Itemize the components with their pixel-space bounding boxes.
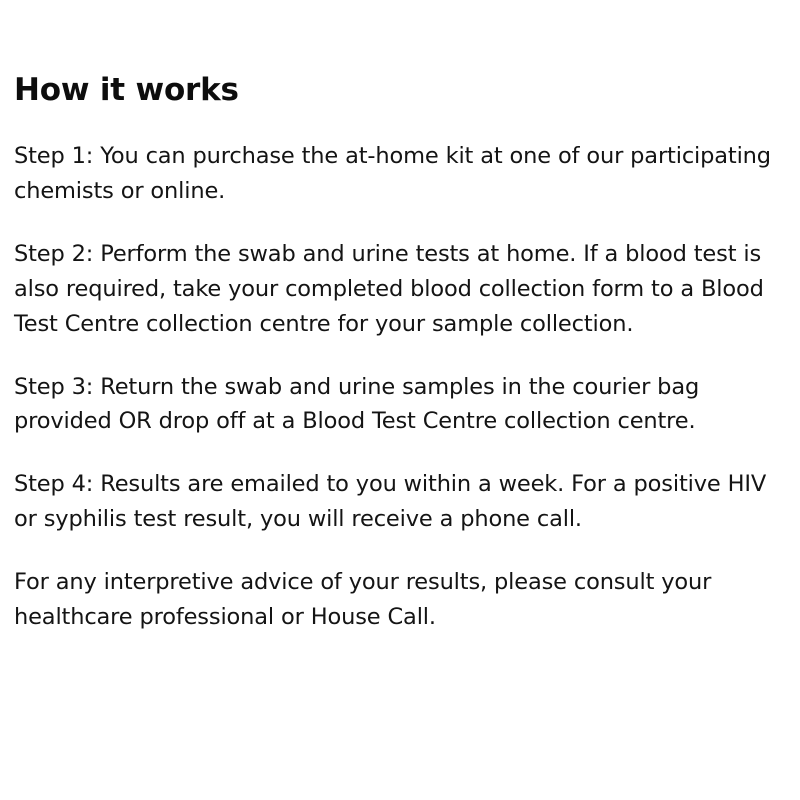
step-2-paragraph: Step 2: Perform the swab and urine tests at home. If a blood test is also required, take your completed blood collection form to a Blood Test Centre collection centre for your sample collection. [14, 240, 764, 337]
interpretive-advice-paragraph: For any interpretive advice of your results, please consult your healthcare professional or House Call. [14, 569, 712, 630]
step-1-paragraph: Step 1: You can purchase the at-home kit at one of our participating chemists or online. [14, 143, 771, 205]
step-3-paragraph: Step 3: Return the swab and urine samples in the courier bag provided OR drop off at a Blood Test Centre collection centre. [14, 373, 700, 435]
page-title: How it works [14, 72, 239, 108]
step-4-paragraph: Step 4: Results are emailed to you within a week. For a positive HIV or syphilis test result, you will receive a phone call. [14, 471, 767, 533]
